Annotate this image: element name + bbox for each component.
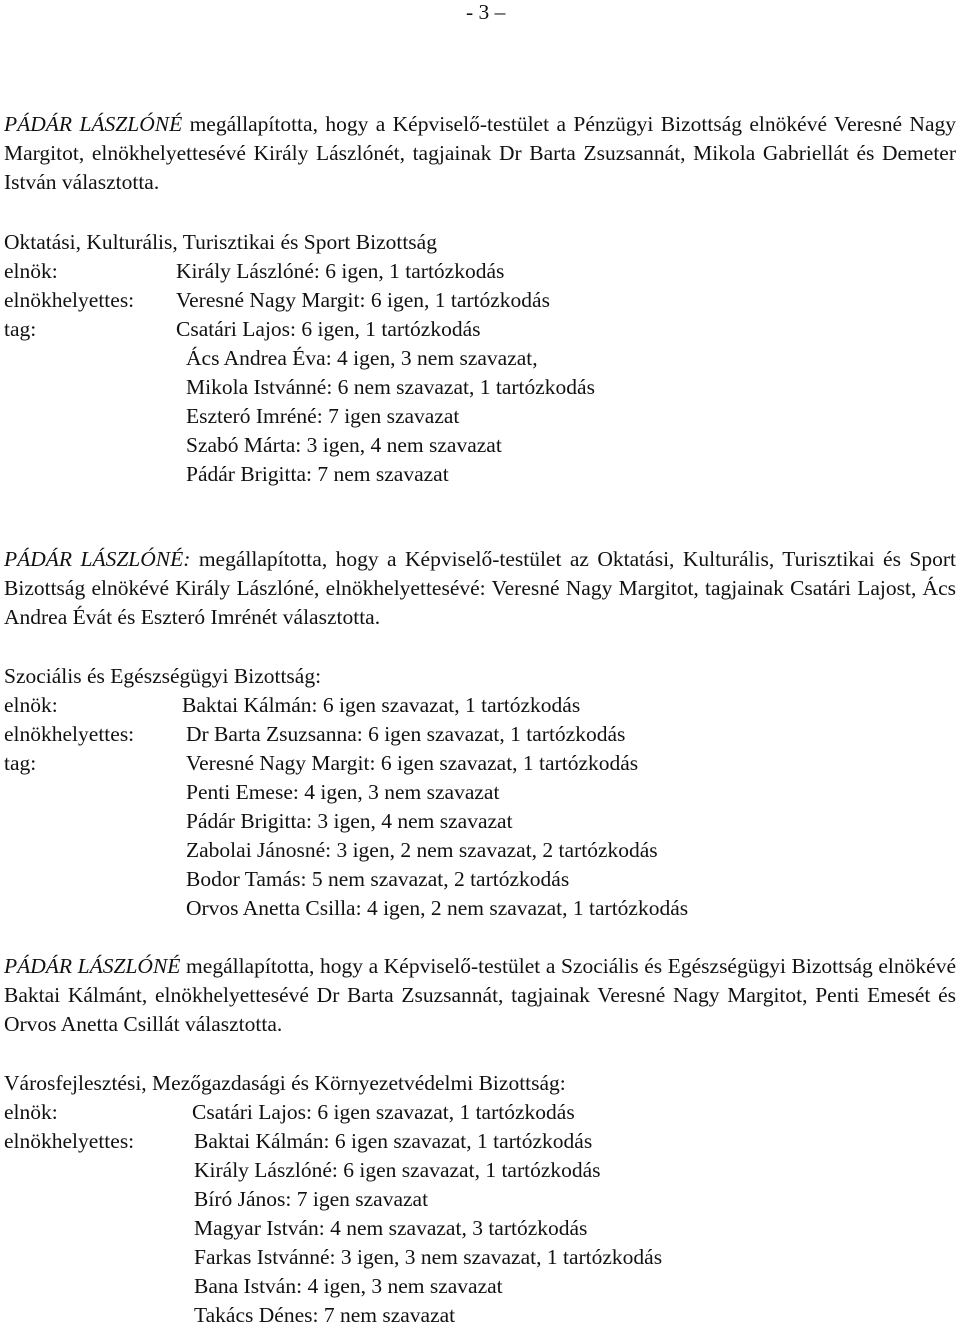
role-label: elnökhelyettes: xyxy=(4,722,135,746)
role-value: Dr Barta Zsuzsanna: 6 igen szavazat, 1 tartózkodás xyxy=(186,722,626,746)
committee-oktatasi xyxy=(4,228,956,489)
paragraph-szocialis xyxy=(4,952,956,1039)
elnokhelyettes-row xyxy=(4,720,956,749)
member-line: Bodor Tamás: 5 nem szavazat, 2 tartózkodás xyxy=(186,867,570,891)
role-label: elnök: xyxy=(4,259,58,283)
member-line: Mikola Istvánné: 6 nem szavazat, 1 tartózkodás xyxy=(186,375,595,399)
role-value: Baktai Kálmán: 6 igen szavazat, 1 tartózkodás xyxy=(182,693,581,717)
tag-row xyxy=(4,315,956,344)
role-value: Veresné Nagy Margit: 6 igen szavazat, 1 tartózkodás xyxy=(186,751,639,775)
member-line: Pádár Brigitta: 3 igen, 4 nem szavazat xyxy=(186,809,513,833)
member-line: Bana István: 4 igen, 3 nem szavazat xyxy=(194,1274,503,1298)
role-value: Csatári Lajos: 6 igen, 1 tartózkodás xyxy=(176,317,481,341)
page-number: - 3 – xyxy=(466,0,506,24)
member-line: Magyar István: 4 nem szavazat, 3 tartózkodás xyxy=(194,1216,588,1240)
member-line: Farkas Istvánné: 3 igen, 3 nem szavazat, 1 tartózkodás xyxy=(194,1245,663,1269)
role-label: tag: xyxy=(4,751,37,775)
member-line: Szabó Márta: 3 igen, 4 nem szavazat xyxy=(186,433,502,457)
role-label: elnökhelyettes: xyxy=(4,288,135,312)
elnokhelyettes-row xyxy=(4,1127,956,1156)
role-value: Baktai Kálmán: 6 igen szavazat, 1 tartózkodás xyxy=(194,1129,593,1153)
speaker-name: PÁDÁR LÁSZLÓNÉ: xyxy=(4,547,191,571)
paragraph-oktatasi xyxy=(4,545,956,632)
role-value: Veresné Nagy Margit: 6 igen, 1 tartózkodás xyxy=(176,288,550,312)
member-line: Eszteró Imréné: 7 igen szavazat xyxy=(186,404,460,428)
role-label: elnökhelyettes: xyxy=(4,1129,135,1153)
committee-heading: Szociális és Egészségügyi Bizottság: xyxy=(4,664,322,688)
role-value: Király Lászlóné: 6 igen, 1 tartózkodás xyxy=(176,259,505,283)
paragraph-text: megállapította, hogy a Képviselő-testület a Szociális és Egészségügyi Bizottság elnökévé Baktai Kálmánt, elnökhelyettesévé Dr Barta Zsuzsannát, tagjainak Veresné Nagy Margitot, Penti Emesét és Orvos Anetta Csillát választotta. xyxy=(4,954,956,1036)
elnok-row xyxy=(4,257,956,286)
elnok-row xyxy=(4,1098,956,1127)
member-line: Orvos Anetta Csilla: 4 igen, 2 nem szavazat, 1 tartózkodás xyxy=(186,896,689,920)
committee-heading: Városfejlesztési, Mezőgazdasági és Környezetvédelmi Bizottság: xyxy=(4,1071,566,1095)
member-line: Penti Emese: 4 igen, 3 nem szavazat xyxy=(186,780,500,804)
paragraph-text: megállapította, hogy a Képviselő-testület a Pénzügyi Bizottság elnökévé Veresné Nagy Margitot, elnökhelyettesévé Király Lászlónét, tagjainak Dr Barta Zsuzsannát, Mikola Gabriellát és Demeter István választotta. xyxy=(4,112,956,194)
speaker-name: PÁDÁR LÁSZLÓNÉ xyxy=(4,954,181,978)
committee-varosfejlesztesi xyxy=(4,1069,956,1330)
speaker-name: PÁDÁR LÁSZLÓNÉ xyxy=(4,112,183,136)
member-line: Takács Dénes: 7 nem szavazat xyxy=(194,1303,456,1327)
paragraph-penzugyi xyxy=(4,110,956,197)
member-line: Zabolai Jánosné: 3 igen, 2 nem szavazat, 2 tartózkodás xyxy=(186,838,658,862)
paragraph-text: megállapította, hogy a Képviselő-testület az Oktatási, Kulturális, Turisztikai és Sport Bizottság elnökévé Király Lászlóné, elnökhelyettesévé: Veresné Nagy Margitot, tagjainak Csatári Lajost, Ács Andrea Évát és Eszteró Imrénét választotta. xyxy=(4,547,956,629)
committee-szocialis xyxy=(4,662,956,923)
committee-heading: Oktatási, Kulturális, Turisztikai és Sport Bizottság xyxy=(4,230,437,254)
tag-row xyxy=(4,749,956,778)
member-line: Ács Andrea Éva: 4 igen, 3 nem szavazat, xyxy=(186,346,538,370)
role-label: elnök: xyxy=(4,693,58,717)
elnokhelyettes-row xyxy=(4,286,956,315)
member-line: Bíró János: 7 igen szavazat xyxy=(194,1187,429,1211)
role-value: Csatári Lajos: 6 igen szavazat, 1 tartózkodás xyxy=(192,1100,575,1124)
member-line: Pádár Brigitta: 7 nem szavazat xyxy=(186,462,449,486)
member-line: Király Lászlóné: 6 igen szavazat, 1 tartózkodás xyxy=(194,1158,601,1182)
elnok-row xyxy=(4,691,956,720)
role-label: tag: xyxy=(4,317,37,341)
role-label: elnök: xyxy=(4,1100,58,1124)
